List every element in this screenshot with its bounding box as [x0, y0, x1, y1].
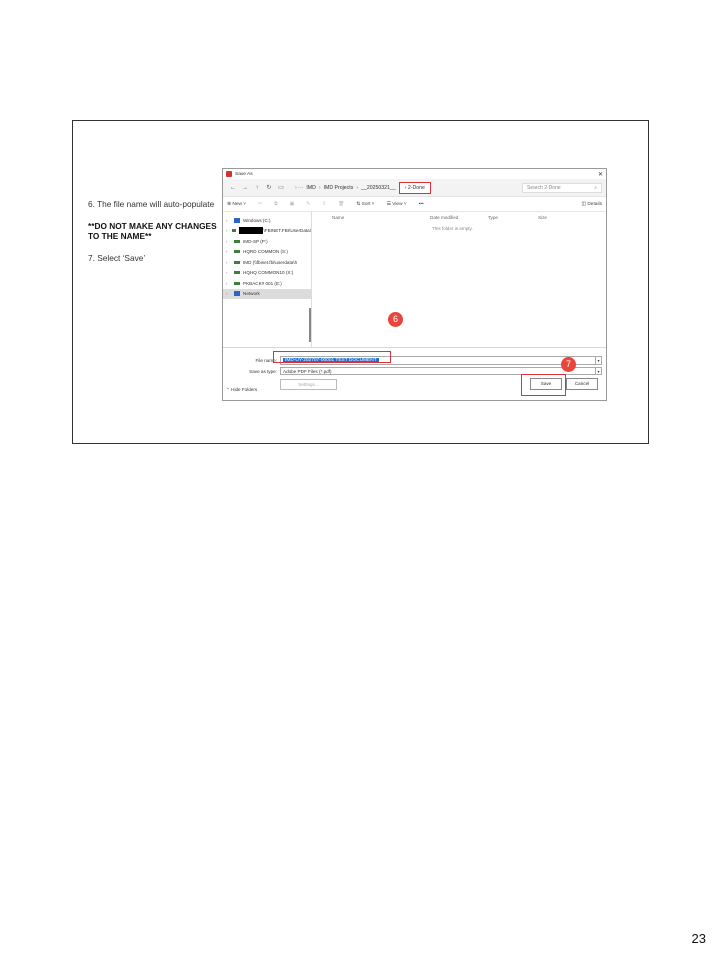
monitor-icon[interactable]: ▭: [278, 185, 284, 191]
column-name[interactable]: Name: [332, 215, 345, 220]
nav-item-windows[interactable]: › Windows (C:): [226, 217, 271, 223]
hide-folders-button[interactable]: ⌃ Hide Folders: [226, 387, 258, 392]
more-button[interactable]: •••: [418, 201, 424, 207]
new-button[interactable]: ⊕ New ˅: [227, 201, 247, 207]
save-button[interactable]: Save: [530, 378, 562, 390]
copy-icon[interactable]: ⧉: [274, 202, 278, 207]
nav-item-pkback[interactable]: › PKBACK# 001 (E:): [226, 280, 282, 286]
file-name-label: File name:: [255, 358, 277, 363]
drive-icon: [234, 240, 240, 243]
paste-icon[interactable]: ▣: [289, 201, 295, 207]
sort-button[interactable]: ⇅ Sort ˅: [356, 201, 375, 207]
drive-icon: [234, 282, 240, 285]
page-number: 23: [691, 931, 706, 946]
breadcrumb-done: 2-Done: [407, 184, 425, 191]
nav-item-hqhq[interactable]: › HQHQ COMMON10 (X:): [226, 270, 294, 276]
delete-icon[interactable]: 🗑: [338, 201, 345, 207]
drive-icon: [232, 229, 236, 232]
dialog-title: Save As: [235, 171, 253, 177]
chevron-right-icon: ›: [226, 280, 228, 286]
chevron-right-icon: ›: [226, 291, 228, 297]
file-name-value: IMD-UY-202707-00001 TEST DOCUMENT: [285, 358, 377, 363]
save-highlight: [521, 374, 566, 396]
chevron-down-icon[interactable]: ▾: [595, 368, 601, 374]
details-button[interactable]: ◫ Details: [581, 201, 602, 207]
breadcrumb: › ··· IMD › IMD Projects › __20250321__ › 2-Done: [295, 182, 431, 194]
chevron-right-icon: ›: [226, 228, 228, 234]
drive-icon: [234, 261, 240, 264]
callout-6: 6: [388, 312, 403, 327]
breadcrumb-date-folder[interactable]: __20250321__: [361, 184, 396, 191]
step-7-text: 7. Select ‘Save’: [88, 252, 146, 263]
step-6-text: 6. The file name will auto-populate: [88, 199, 215, 209]
search-box[interactable]: [522, 183, 602, 193]
close-icon[interactable]: ✕: [597, 171, 603, 178]
navigation-pane: [223, 212, 312, 347]
empty-folder-message: This folder is empty.: [432, 226, 473, 231]
forward-icon[interactable]: →: [242, 184, 248, 191]
save-type-value: Adobe PDF Files (*.pdf): [283, 368, 332, 374]
back-icon[interactable]: ←: [230, 184, 236, 191]
column-date-modified[interactable]: Date modified: [430, 215, 459, 220]
callout-7: 7: [561, 357, 576, 372]
dialog-footer: [223, 372, 606, 400]
nav-item-imd-sp[interactable]: › IMD-SP (P:): [226, 238, 268, 244]
cut-icon[interactable]: ✂: [258, 201, 263, 207]
nav-item-network[interactable]: › Network: [223, 289, 311, 300]
up-icon[interactable]: ↑: [255, 184, 259, 191]
search-placeholder: Search 2-Done: [527, 184, 561, 191]
chevron-down-icon[interactable]: ▾: [595, 357, 601, 364]
address-bar: [223, 179, 606, 197]
column-headers: [312, 212, 606, 220]
settings-button[interactable]: Settings...: [280, 379, 337, 390]
chevron-right-icon: ›: [226, 217, 228, 223]
breadcrumb-done-highlight[interactable]: › 2-Done: [399, 182, 431, 194]
chevron-right-icon: ›: [226, 259, 228, 265]
command-bar: [223, 197, 606, 212]
column-size[interactable]: Size: [538, 215, 547, 220]
chevron-right-icon: ›: [226, 270, 228, 276]
refresh-icon[interactable]: ↻: [266, 185, 272, 191]
redaction-block: [239, 227, 262, 234]
title-bar: [223, 169, 606, 179]
save-as-dialog: [222, 168, 607, 401]
rename-icon[interactable]: ✎: [306, 201, 311, 207]
save-type-label: Save as type:: [249, 368, 277, 374]
chevron-right-icon: ›: [226, 249, 228, 255]
cancel-button[interactable]: Cancel: [566, 378, 598, 390]
view-button[interactable]: ☰ View ˅: [386, 201, 407, 207]
main-area: [223, 212, 606, 347]
file-name-highlight: [273, 351, 391, 363]
search-icon: ⌕: [594, 184, 597, 191]
column-type[interactable]: Type: [488, 215, 498, 220]
drive-icon: [234, 271, 240, 274]
instructions: [88, 200, 218, 276]
nav-scrollbar[interactable]: [309, 308, 311, 342]
drive-icon: [234, 250, 240, 253]
nav-item-hqrd[interactable]: › HQRD COMMON (S:): [226, 249, 288, 255]
file-list: [312, 212, 606, 347]
chevron-right-icon: ›: [226, 238, 228, 244]
warning-text: **DO NOT MAKE ANY CHANGES TO THE NAME**: [88, 220, 217, 241]
nav-item-imd[interactable]: › IMD (\\fbinet.fbi\userdata\h: [226, 259, 298, 265]
breadcrumb-imd-projects[interactable]: IMD Projects: [323, 184, 354, 191]
breadcrumb-imd[interactable]: IMD: [306, 184, 316, 191]
pdf-icon: [226, 171, 232, 177]
drive-icon: [234, 218, 240, 223]
nav-item-userdata[interactable]: › \FBINET.FBI\UserData\: [226, 228, 311, 234]
share-icon[interactable]: ⇪: [322, 201, 327, 207]
network-icon: [234, 291, 240, 296]
